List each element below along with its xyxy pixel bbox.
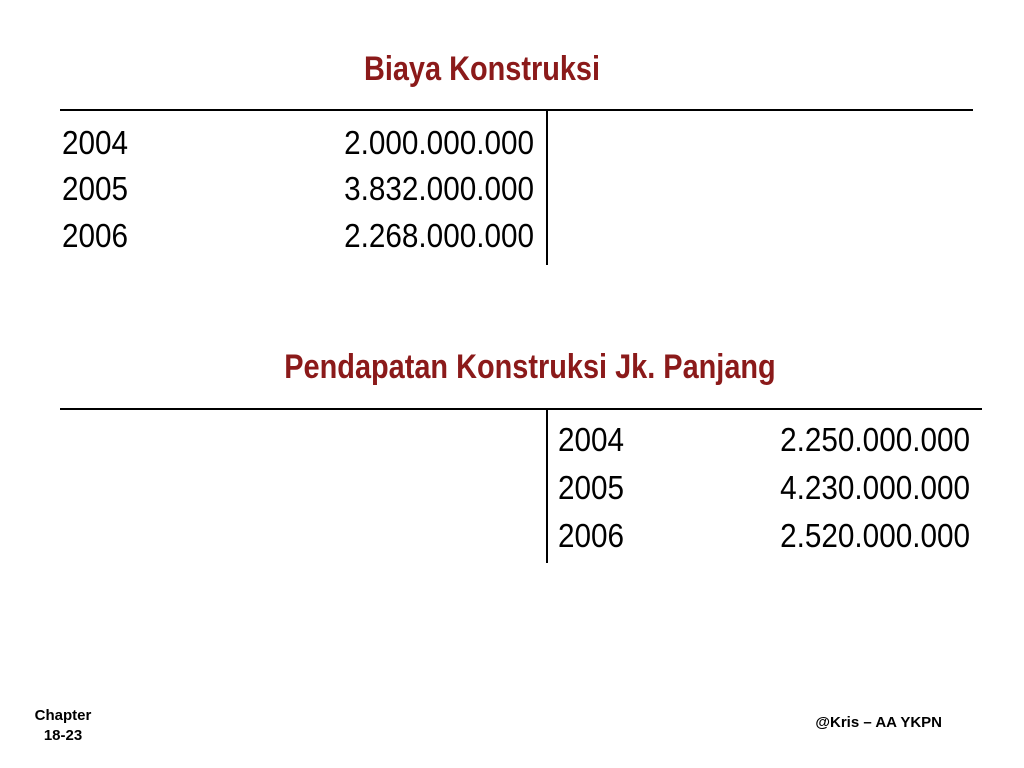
entry-year: 2005 <box>62 170 129 207</box>
entry-year: 2004 <box>62 124 129 161</box>
entry-amount: 2.250.000.000 <box>780 421 970 458</box>
entry-amount: 2.268.000.000 <box>344 217 534 254</box>
ledger-row <box>558 416 970 464</box>
chapter-label: Chapter <box>34 707 92 724</box>
entry-year: 2004 <box>558 421 625 458</box>
account-title-biaya: Biaya Konstruksi <box>363 50 601 88</box>
t-account-vertical-rule <box>546 109 548 265</box>
author-credit: @Kris – AA YKPN <box>815 714 942 731</box>
t-account-horizontal-rule <box>60 408 982 410</box>
t-account-horizontal-rule <box>60 109 973 111</box>
ledger-row <box>62 165 534 213</box>
entry-amount: 2.520.000.000 <box>780 517 970 554</box>
account-title-pendapatan: Pendapatan Konstruksi Jk. Panjang <box>284 348 776 386</box>
entry-amount: 2.000.000.000 <box>344 124 534 161</box>
ledger-row <box>558 512 970 560</box>
chapter-label-block <box>20 706 106 746</box>
entry-year: 2006 <box>558 517 625 554</box>
ledger-row <box>62 212 534 260</box>
ledger-row <box>558 464 970 512</box>
entry-amount: 4.230.000.000 <box>780 469 970 506</box>
chapter-number: 18-23 <box>43 727 83 744</box>
t-account-vertical-rule <box>546 408 548 563</box>
entry-amount: 3.832.000.000 <box>344 170 534 207</box>
entry-year: 2005 <box>558 469 625 506</box>
ledger-row <box>62 119 534 167</box>
entry-year: 2006 <box>62 217 129 254</box>
